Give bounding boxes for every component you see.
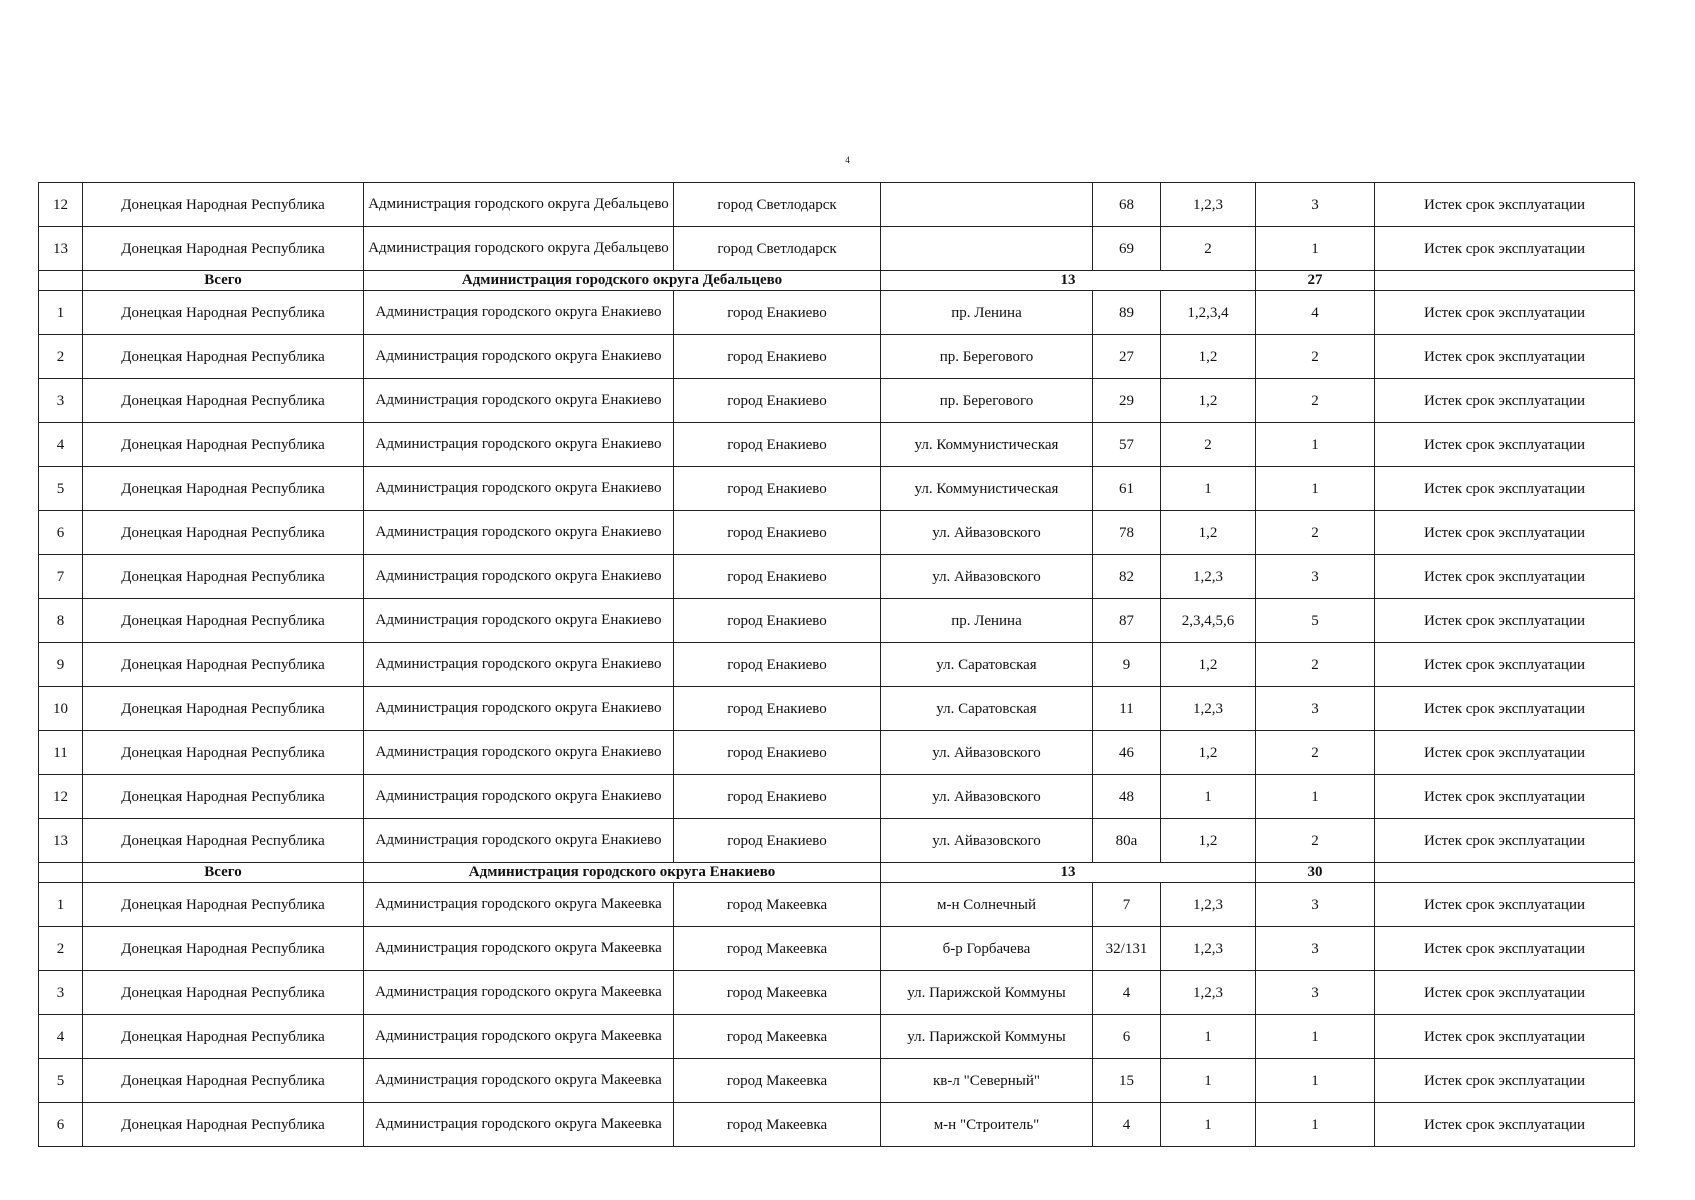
empty-cell [1375,863,1635,883]
city-cell: город Енакиево [674,423,881,467]
entrances-cell: 1,2,3,4 [1161,291,1256,335]
entrances-cell: 1 [1161,1059,1256,1103]
empty-cell [1375,271,1635,291]
total-administration-cell: Администрация городского округа Енакиево [364,863,881,883]
count-cell: 2 [1256,643,1375,687]
table-row [39,1103,1635,1147]
entrances-cell: 2 [1161,227,1256,271]
house-number-cell: 29 [1093,379,1161,423]
entrances-cell: 2,3,4,5,6 [1161,599,1256,643]
subject-cell: Донецкая Народная Республика [83,731,364,775]
house-number-cell: 89 [1093,291,1161,335]
table-row [39,467,1635,511]
row-number-cell: 12 [39,775,83,819]
count-cell: 2 [1256,511,1375,555]
total-count-cell: 30 [1256,863,1375,883]
count-cell: 2 [1256,731,1375,775]
city-cell: город Макеевка [674,1103,881,1147]
entrances-cell: 1,2,3 [1161,883,1256,927]
entrances-cell: 1 [1161,1103,1256,1147]
count-cell: 1 [1256,227,1375,271]
reason-cell: Истек срок эксплуатации [1375,1015,1635,1059]
street-cell: ул. Саратовская [881,687,1093,731]
city-cell: город Енакиево [674,731,881,775]
count-cell: 3 [1256,687,1375,731]
administration-cell: Администрация городского округа Дебальцево [364,183,674,227]
street-cell: б-р Горбачева [881,927,1093,971]
reason-cell: Истек срок эксплуатации [1375,423,1635,467]
house-number-cell: 11 [1093,687,1161,731]
city-cell: город Макеевка [674,883,881,927]
subject-cell: Донецкая Народная Республика [83,599,364,643]
street-cell: ул. Айвазовского [881,731,1093,775]
count-cell: 1 [1256,775,1375,819]
entrances-cell: 1,2 [1161,731,1256,775]
administration-cell: Администрация городского округа Енакиево [364,687,674,731]
city-cell: город Енакиево [674,599,881,643]
administration-cell: Администрация городского округа Енакиево [364,291,674,335]
table-row [39,227,1635,271]
reason-cell: Истек срок эксплуатации [1375,227,1635,271]
count-cell: 1 [1256,1059,1375,1103]
administration-cell: Администрация городского округа Енакиево [364,511,674,555]
city-cell: город Енакиево [674,379,881,423]
entrances-cell: 1,2 [1161,335,1256,379]
house-number-cell: 80а [1093,819,1161,863]
entrances-cell: 1,2 [1161,511,1256,555]
city-cell: город Енакиево [674,555,881,599]
table-row [39,643,1635,687]
row-number-cell: 13 [39,819,83,863]
entrances-cell: 1 [1161,775,1256,819]
row-number-cell: 1 [39,291,83,335]
row-number-cell: 6 [39,511,83,555]
table-row [39,183,1635,227]
administration-cell: Администрация городского округа Макеевка [364,927,674,971]
count-cell: 1 [1256,423,1375,467]
entrances-cell: 1 [1161,1015,1256,1059]
row-number-cell: 10 [39,687,83,731]
administration-cell: Администрация городского округа Енакиево [364,335,674,379]
total-administration-cell: Администрация городского округа Дебальцево [364,271,881,291]
table-row [39,555,1635,599]
row-number-cell: 6 [39,1103,83,1147]
street-cell: ул. Коммунистическая [881,423,1093,467]
table-row [39,971,1635,1015]
city-cell: город Макеевка [674,1059,881,1103]
entrances-cell: 1,2,3 [1161,927,1256,971]
subject-cell: Донецкая Народная Республика [83,423,364,467]
city-cell: город Светлодарск [674,183,881,227]
reason-cell: Истек срок эксплуатации [1375,687,1635,731]
street-cell: пр. Ленина [881,291,1093,335]
count-cell: 2 [1256,819,1375,863]
total-row [39,271,1635,291]
reason-cell: Истек срок эксплуатации [1375,599,1635,643]
table-row [39,291,1635,335]
city-cell: город Енакиево [674,643,881,687]
house-number-cell: 32/131 [1093,927,1161,971]
administration-cell: Администрация городского округа Дебальцево [364,227,674,271]
street-cell: пр. Ленина [881,599,1093,643]
entrances-cell: 2 [1161,423,1256,467]
reason-cell: Истек срок эксплуатации [1375,971,1635,1015]
subject-cell: Донецкая Народная Республика [83,775,364,819]
house-number-cell: 27 [1093,335,1161,379]
house-number-cell: 4 [1093,971,1161,1015]
subject-cell: Донецкая Народная Республика [83,511,364,555]
row-number-cell: 3 [39,379,83,423]
reason-cell: Истек срок эксплуатации [1375,643,1635,687]
street-cell: ул. Коммунистическая [881,467,1093,511]
subject-cell: Донецкая Народная Республика [83,687,364,731]
row-number-cell: 9 [39,643,83,687]
table-row [39,423,1635,467]
count-cell: 2 [1256,379,1375,423]
table-row [39,819,1635,863]
reason-cell: Истек срок эксплуатации [1375,1103,1635,1147]
table-body [39,183,1635,1147]
street-cell: ул. Айвазовского [881,555,1093,599]
subject-cell: Донецкая Народная Республика [83,467,364,511]
administration-cell: Администрация городского округа Енакиево [364,467,674,511]
table-row [39,1059,1635,1103]
page-number: 4 [845,155,850,165]
house-number-cell: 46 [1093,731,1161,775]
reason-cell: Истек срок эксплуатации [1375,883,1635,927]
administration-cell: Администрация городского округа Макеевка [364,883,674,927]
administration-cell: Администрация городского округа Енакиево [364,555,674,599]
administration-cell: Администрация городского округа Макеевка [364,1015,674,1059]
reason-cell: Истек срок эксплуатации [1375,511,1635,555]
entrances-cell: 1,2 [1161,819,1256,863]
house-number-cell: 78 [1093,511,1161,555]
house-number-cell: 82 [1093,555,1161,599]
row-number-cell: 4 [39,1015,83,1059]
row-number-cell: 2 [39,335,83,379]
city-cell: город Макеевка [674,1015,881,1059]
table-row [39,883,1635,927]
table-row [39,731,1635,775]
city-cell: город Енакиево [674,467,881,511]
reason-cell: Истек срок эксплуатации [1375,775,1635,819]
table-row [39,599,1635,643]
row-number-cell: 7 [39,555,83,599]
count-cell: 5 [1256,599,1375,643]
city-cell: город Макеевка [674,971,881,1015]
street-cell: кв-л "Северный" [881,1059,1093,1103]
subject-cell: Донецкая Народная Республика [83,227,364,271]
reason-cell: Истек срок эксплуатации [1375,819,1635,863]
house-number-cell: 15 [1093,1059,1161,1103]
street-cell: м-н "Строитель" [881,1103,1093,1147]
subject-cell: Донецкая Народная Республика [83,1015,364,1059]
house-number-cell: 4 [1093,1103,1161,1147]
house-number-cell: 68 [1093,183,1161,227]
row-number-cell: 13 [39,227,83,271]
subject-cell: Донецкая Народная Республика [83,291,364,335]
row-number-cell: 3 [39,971,83,1015]
city-cell: город Енакиево [674,687,881,731]
count-cell: 3 [1256,971,1375,1015]
city-cell: город Енакиево [674,819,881,863]
administration-cell: Администрация городского округа Енакиево [364,731,674,775]
reason-cell: Истек срок эксплуатации [1375,335,1635,379]
entrances-cell: 1,2,3 [1161,971,1256,1015]
house-number-cell: 69 [1093,227,1161,271]
administration-cell: Администрация городского округа Енакиево [364,379,674,423]
entrances-cell: 1,2,3 [1161,555,1256,599]
table-row [39,775,1635,819]
street-cell: ул. Саратовская [881,643,1093,687]
count-cell: 3 [1256,927,1375,971]
house-number-cell: 61 [1093,467,1161,511]
count-cell: 1 [1256,1103,1375,1147]
count-cell: 2 [1256,335,1375,379]
house-number-cell: 6 [1093,1015,1161,1059]
city-cell: город Енакиево [674,511,881,555]
street-cell: ул. Айвазовского [881,775,1093,819]
street-cell: пр. Берегового [881,335,1093,379]
count-cell: 3 [1256,883,1375,927]
row-number-cell: 8 [39,599,83,643]
count-cell: 1 [1256,467,1375,511]
subject-cell: Донецкая Народная Республика [83,555,364,599]
table-row [39,379,1635,423]
empty-cell [39,271,83,291]
row-number-cell: 1 [39,883,83,927]
row-number-cell: 5 [39,467,83,511]
street-cell: ул. Айвазовского [881,819,1093,863]
count-cell: 3 [1256,555,1375,599]
housing-registry-table [38,182,1635,1147]
administration-cell: Администрация городского округа Макеевка [364,971,674,1015]
table-row [39,335,1635,379]
total-label-cell: Всего [83,863,364,883]
subject-cell: Донецкая Народная Республика [83,883,364,927]
total-row [39,863,1635,883]
street-cell: ул. Парижской Коммуны [881,1015,1093,1059]
total-count-cell: 27 [1256,271,1375,291]
subject-cell: Донецкая Народная Республика [83,1103,364,1147]
administration-cell: Администрация городского округа Енакиево [364,423,674,467]
reason-cell: Истек срок эксплуатации [1375,379,1635,423]
table-row [39,511,1635,555]
table-row [39,687,1635,731]
entrances-cell: 1,2 [1161,643,1256,687]
empty-cell [39,863,83,883]
row-number-cell: 5 [39,1059,83,1103]
street-cell: ул. Айвазовского [881,511,1093,555]
street-cell: пр. Берегового [881,379,1093,423]
subject-cell: Донецкая Народная Республика [83,379,364,423]
reason-cell: Истек срок эксплуатации [1375,183,1635,227]
reason-cell: Истек срок эксплуатации [1375,1059,1635,1103]
entrances-cell: 1,2,3 [1161,183,1256,227]
house-number-cell: 48 [1093,775,1161,819]
house-number-cell: 57 [1093,423,1161,467]
total-houses-cell: 13 [881,271,1256,291]
reason-cell: Истек срок эксплуатации [1375,291,1635,335]
subject-cell: Донецкая Народная Республика [83,819,364,863]
row-number-cell: 12 [39,183,83,227]
row-number-cell: 4 [39,423,83,467]
administration-cell: Администрация городского округа Енакиево [364,599,674,643]
reason-cell: Истек срок эксплуатации [1375,731,1635,775]
street-cell: м-н Солнечный [881,883,1093,927]
count-cell: 3 [1256,183,1375,227]
subject-cell: Донецкая Народная Республика [83,335,364,379]
table-row [39,1015,1635,1059]
house-number-cell: 87 [1093,599,1161,643]
city-cell: город Енакиево [674,335,881,379]
administration-cell: Администрация городского округа Енакиево [364,775,674,819]
reason-cell: Истек срок эксплуатации [1375,467,1635,511]
subject-cell: Донецкая Народная Республика [83,971,364,1015]
subject-cell: Донецкая Народная Республика [83,643,364,687]
count-cell: 4 [1256,291,1375,335]
street-cell [881,227,1093,271]
house-number-cell: 7 [1093,883,1161,927]
entrances-cell: 1,2,3 [1161,687,1256,731]
city-cell: город Енакиево [674,291,881,335]
reason-cell: Истек срок эксплуатации [1375,555,1635,599]
total-houses-cell: 13 [881,863,1256,883]
street-cell [881,183,1093,227]
administration-cell: Администрация городского округа Макеевка [364,1103,674,1147]
subject-cell: Донецкая Народная Республика [83,1059,364,1103]
city-cell: город Енакиево [674,775,881,819]
row-number-cell: 11 [39,731,83,775]
administration-cell: Администрация городского округа Макеевка [364,1059,674,1103]
reason-cell: Истек срок эксплуатации [1375,927,1635,971]
entrances-cell: 1 [1161,467,1256,511]
city-cell: город Светлодарск [674,227,881,271]
administration-cell: Администрация городского округа Енакиево [364,819,674,863]
entrances-cell: 1,2 [1161,379,1256,423]
count-cell: 1 [1256,1015,1375,1059]
street-cell: ул. Парижской Коммуны [881,971,1093,1015]
total-label-cell: Всего [83,271,364,291]
subject-cell: Донецкая Народная Республика [83,927,364,971]
house-number-cell: 9 [1093,643,1161,687]
row-number-cell: 2 [39,927,83,971]
administration-cell: Администрация городского округа Енакиево [364,643,674,687]
subject-cell: Донецкая Народная Республика [83,183,364,227]
city-cell: город Макеевка [674,927,881,971]
table-row [39,927,1635,971]
